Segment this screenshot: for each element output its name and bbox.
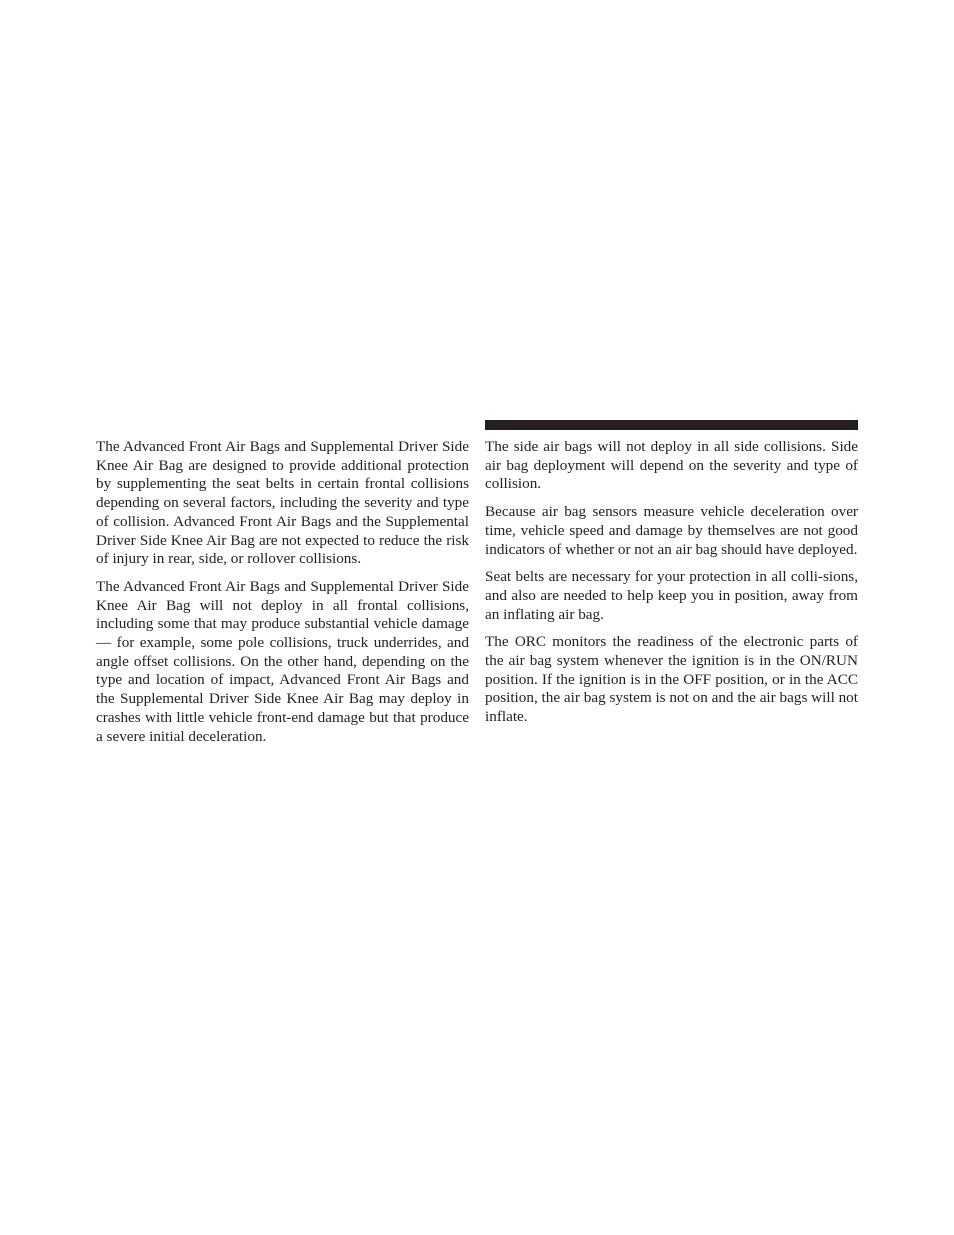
- section-header-rule: [485, 420, 858, 430]
- paragraph-front-air-bags-deployment: The Advanced Front Air Bags and Supplemental Driver Side Knee Air Bag will not deploy in all frontal collisions, including some that may produce substantial vehicle damage — for example, some pole collisions, truck underrides, and angle offset collisions. On the other hand, depending on the type and location of impact, Advanced Front Air Bags and the Supplemental Driver Side Knee Air Bag may deploy in crashes with little vehicle front-end damage but that produce a severe initial deceleration.: [96, 577, 469, 745]
- paragraph-orc-monitor: The ORC monitors the readiness of the electronic parts of the air bag system whenever the ignition is in the ON/RUN position. If the ignition is in the OFF position, or in the ACC position, the air bag system is not on and the air bags will not inflate.: [485, 633, 858, 726]
- paragraph-sensors: Because air bag sensors measure vehicle deceleration over time, vehicle speed and damage by themselves are not good indicators of whether or not an air bag should have deployed.: [485, 503, 858, 558]
- paragraph-seat-belts: Seat belts are necessary for your protection in all colli-sions, and also are needed to help keep you in position, away from an inflating air bag.: [485, 568, 858, 623]
- paragraph-front-air-bags-purpose: The Advanced Front Air Bags and Supplemental Driver Side Knee Air Bag are designed to provide additional protection by supplementing the seat belts in certain frontal collisions depending on several factors, including the severity and type of collision. Advanced Front Air Bags and the Supplemental Driver Side Knee Air Bag are not expected to reduce the risk of injury in rear, side, or rollover collisions.: [96, 438, 469, 568]
- left-text-column: [96, 438, 469, 755]
- right-text-column: [485, 438, 858, 736]
- paragraph-side-air-bags: The side air bags will not deploy in all side collisions. Side air bag deployment will depend on the severity and type of collision.: [485, 438, 858, 493]
